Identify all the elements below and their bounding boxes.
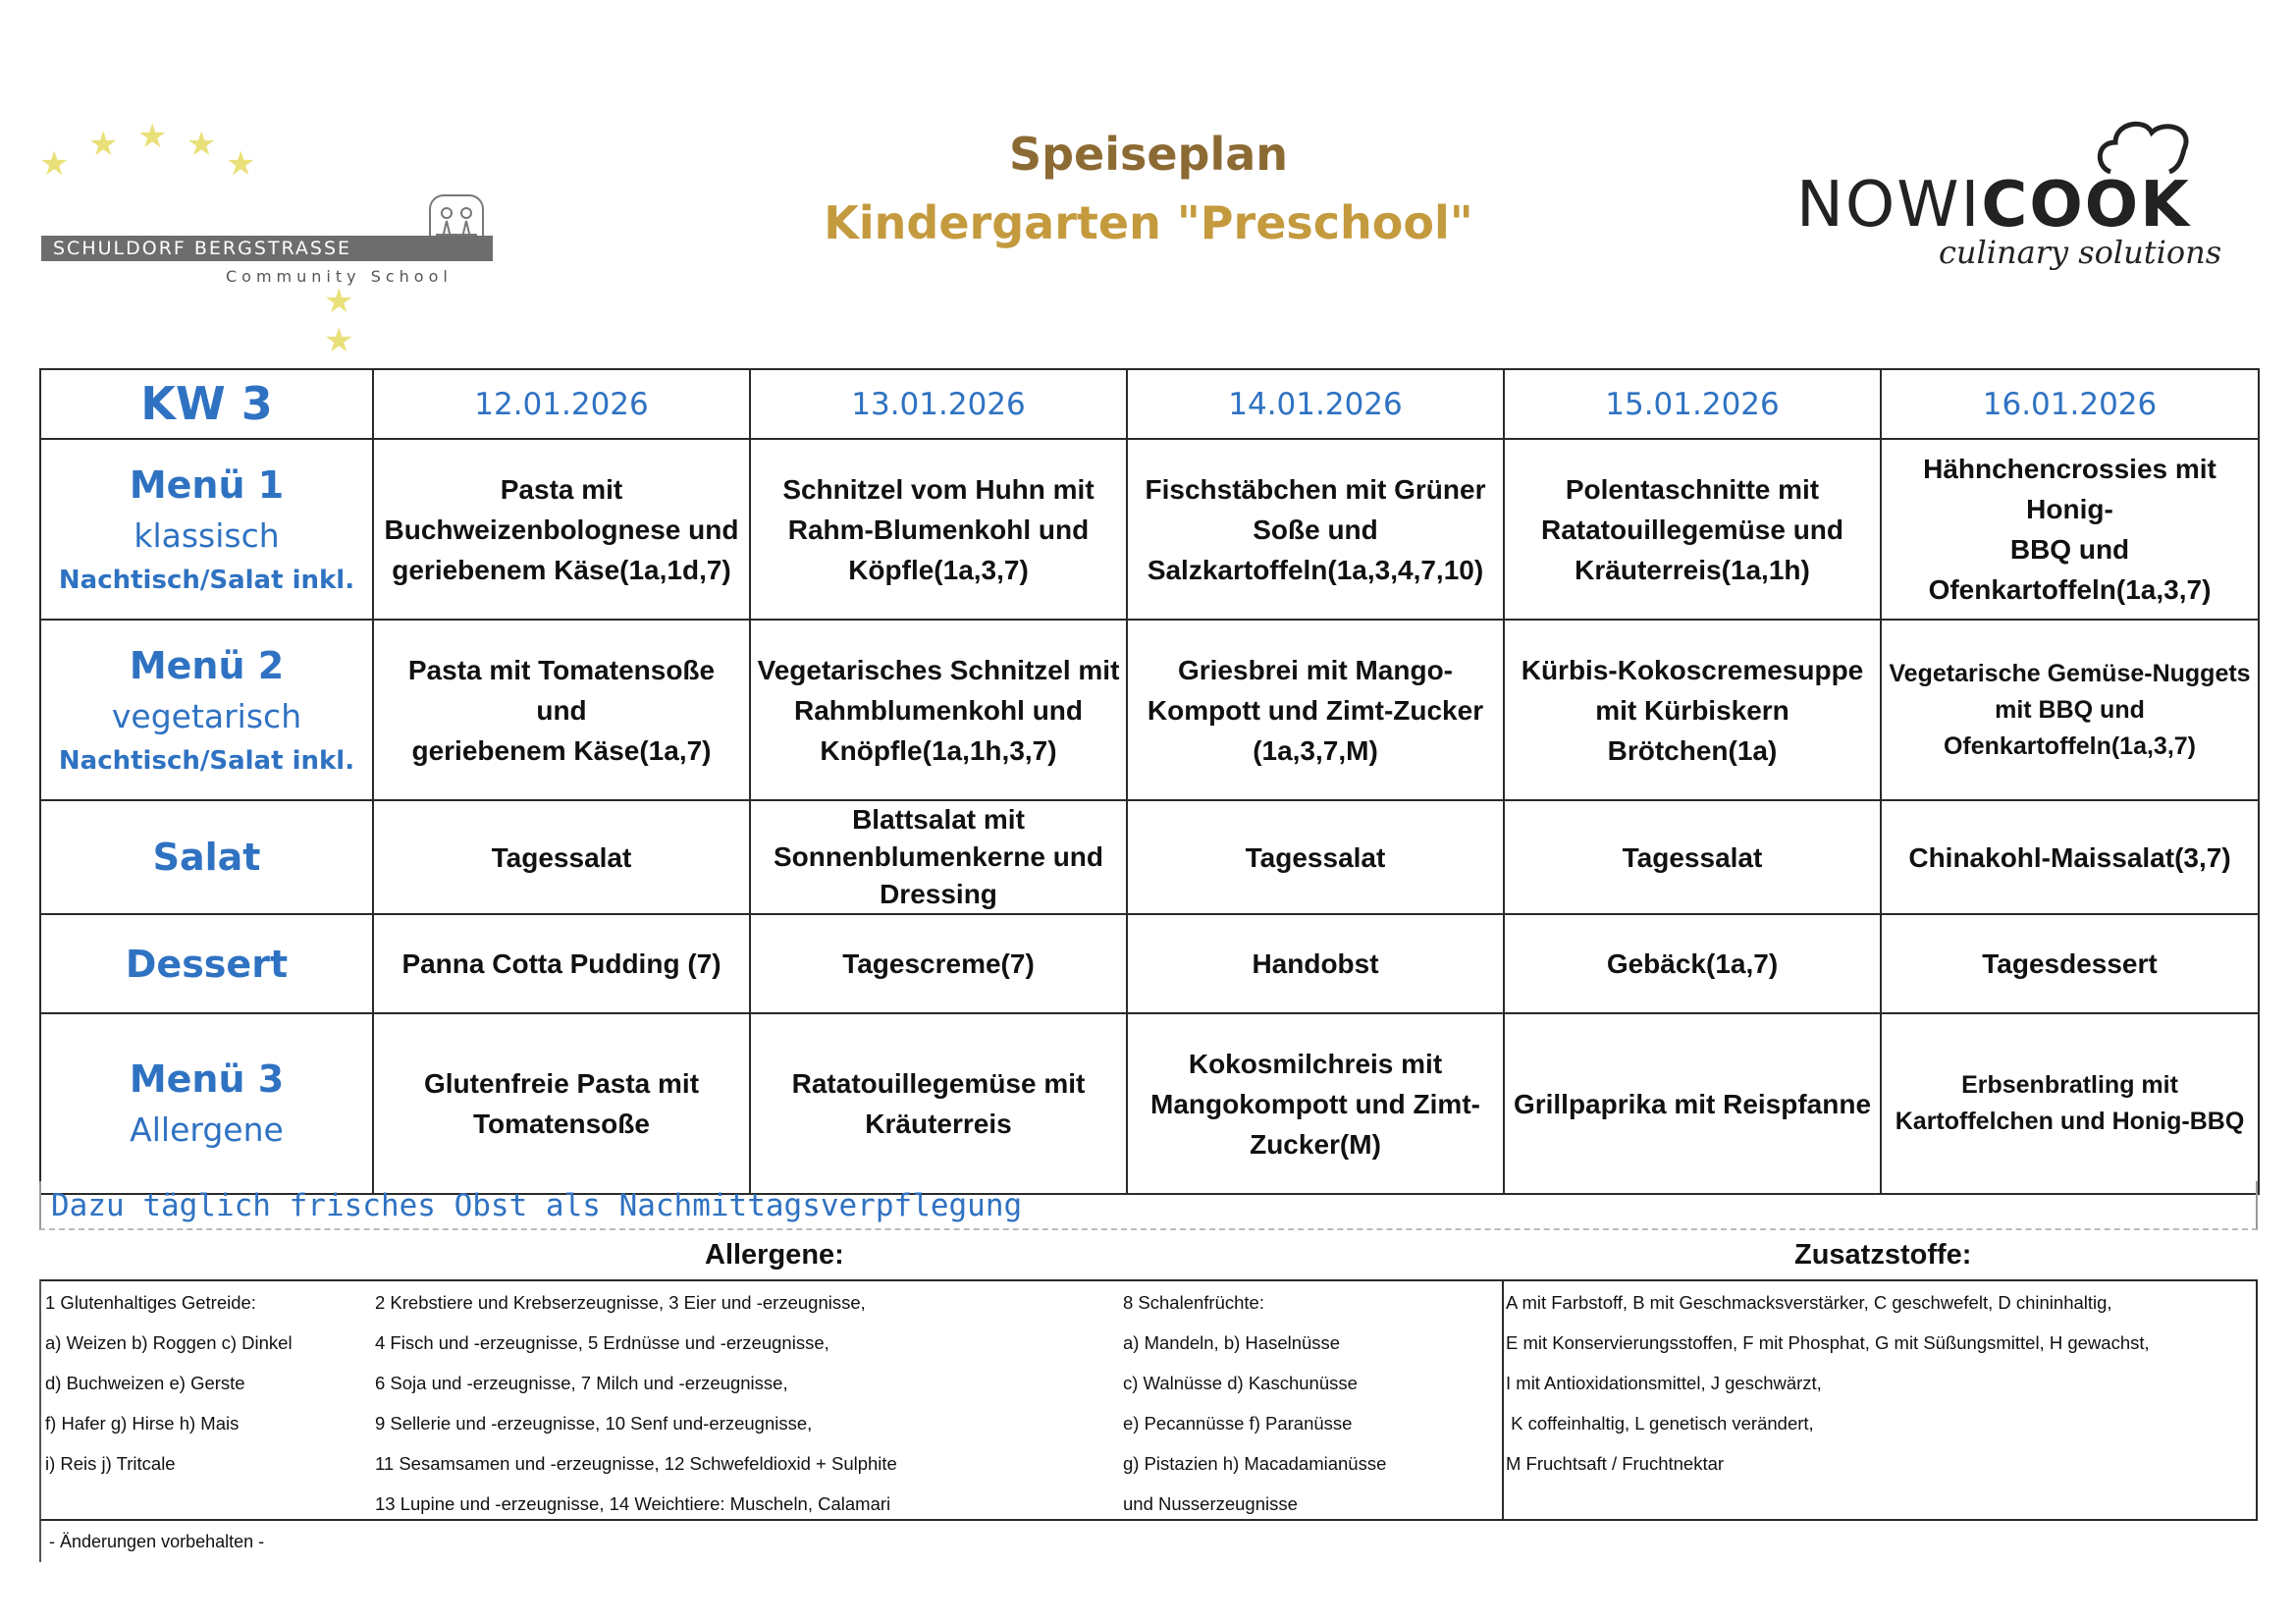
legend-line: c) Walnüsse d) Kaschunüsse [1123,1373,1358,1393]
dish-cell [373,1013,750,1194]
menu-row [40,1013,2259,1194]
dish-cell [1881,620,2259,800]
dish-line: Fischstäbchen mit Grüner [1145,473,1486,505]
page-subtitle: Kindergarten "Preschool" [824,196,1473,249]
legend-line: I mit Antioxidationsmittel, J geschwärzt, [1506,1373,1822,1393]
star-icon: ★ [226,144,256,184]
legend-line: 1 Glutenhaltiges Getreide: [45,1292,256,1313]
legend-divider [1502,1281,1504,1519]
dish-line: Blattsalat mit [852,804,1025,835]
dish-line: Hähnchencrossies mit Honig- [1923,454,2216,524]
row-label [40,800,373,914]
changes-reserved-note: - Änderungen vorbehalten - [39,1521,264,1562]
dish-line: Pasta mit [500,473,623,505]
menu-row [40,620,2259,800]
star-icon: ★ [39,144,70,184]
row-title: Menü 3 [129,1057,285,1101]
date-cell: 14.01.2026 [1127,369,1504,439]
date-cell: 12.01.2026 [373,369,750,439]
dish-cell [750,1013,1127,1194]
legend-line: K coffeinhaltig, L genetisch verändert, [1506,1413,1814,1434]
dish-line: Vegetarisches Schnitzel mit [757,654,1120,685]
allergene-heading: Allergene: [705,1239,844,1271]
dish-line: Tagessalat [1245,841,1386,873]
brand-bold: COOK [1981,169,2191,242]
dish-line: Vegetarische Gemüse-Nuggets [1889,659,2251,687]
caterer-tagline: culinary solutions [1939,234,2222,271]
dish-line: Mangokompott und Zimt- [1150,1088,1480,1119]
dish-cell [1127,620,1504,800]
dish-line: Handobst [1252,948,1379,979]
legend-line: E mit Konservierungsstoffen, F mit Phosphat, G mit Süßungsmittel, H gewachst, [1506,1332,2150,1353]
dish-cell [750,439,1127,620]
dish-line: Chinakohl-Maissalat(3,7) [1908,841,2231,873]
legend-line: 4 Fisch und -erzeugnisse, 5 Erdnüsse und -erzeugnisse, [375,1332,829,1353]
row-title: Menü 2 [129,644,285,687]
date-row [40,369,2259,439]
dish-cell [1881,439,2259,620]
row-note: Nachtisch/Salat inkl. [58,746,355,776]
legend-line: und Nusserzeugnisse [1123,1493,1298,1514]
daily-note: Dazu täglich frisches Obst als Nachmittagsverpflegung [39,1181,2258,1230]
row-title: Dessert [125,942,289,986]
legend-line: i) Reis j) Tritcale [45,1453,176,1474]
dish-line: Panna Cotta Pudding (7) [401,948,721,979]
chef-hat-icon [2091,118,2199,177]
row-subtitle: vegetarisch [111,697,302,735]
legend-line: 2 Krebstiere und Krebserzeugnisse, 3 Eier und -erzeugnisse, [375,1292,866,1313]
menu-row [40,800,2259,914]
zusatzstoffe-heading: Zusatzstoffe: [1794,1239,1972,1271]
dish-line: Schnitzel vom Huhn mit [782,473,1095,505]
dish-line: Tagessalat [1622,841,1763,873]
dish-cell [1127,439,1504,620]
brand-light: NOWI [1796,169,1982,242]
legend-line: f) Hafer g) Hirse h) Mais [45,1413,240,1434]
menu-table [39,368,2260,1195]
dish-line: Ofenkartoffeln(1a,3,7) [1928,574,2212,605]
dish-line: Sonnenblumenkerne und [773,841,1104,872]
legend-column-nuts [1123,1289,1386,1531]
dish-line: Soße und [1253,514,1378,545]
star-icon: ★ [324,282,354,321]
legend-line: M Fruchtsaft / Fruchtnektar [1506,1453,1725,1474]
row-subtitle: klassisch [133,516,280,555]
legend-line: a) Mandeln, b) Haselnüsse [1123,1332,1341,1353]
star-icon: ★ [324,321,354,360]
dish-cell [1504,914,1881,1013]
caterer-brand [1796,169,2191,242]
row-title: Salat [152,836,261,879]
dish-line: Ratatouillegemüse mit [791,1068,1086,1099]
dish-line: Griesbrei mit Mango- [1177,654,1454,685]
row-label [40,1013,373,1194]
dish-line: Ofenkartoffeln(1a,3,7) [1943,731,2196,760]
row-title: Menü 1 [129,463,285,507]
dish-line: Kürbis-Kokoscremesuppe [1521,654,1864,685]
dish-line: Kräuterreis(1a,1h) [1575,554,1810,585]
dish-cell [373,620,750,800]
dish-line: mit BBQ und [1995,695,2145,724]
dish-cell [750,914,1127,1013]
row-label [40,914,373,1013]
dish-line: mit Kürbiskern Brötchen(1a) [1595,694,1789,766]
dish-line: Grillpaprika mit Reispfanne [1513,1088,1872,1119]
legend-line: e) Pecannüsse f) Paranüsse [1123,1413,1353,1434]
dish-line: Tomatensoße [473,1109,650,1139]
dish-line: BBQ und [2009,534,2130,565]
legend-column-additives [1506,1289,2150,1490]
dish-line: Salzkartoffeln(1a,3,4,7,10) [1147,554,1484,585]
dish-line: Ratatouillegemüse und [1540,514,1844,545]
date-cell: 13.01.2026 [750,369,1127,439]
dish-line: Tagescreme(7) [842,948,1035,979]
legend-line: a) Weizen b) Roggen c) Dinkel [45,1332,293,1353]
school-name: SCHULDORF BERGSTRASSE [41,236,493,261]
legend-line: 13 Lupine und -erzeugnisse, 14 Weichtiere: Muscheln, Calamari [375,1493,891,1514]
dish-line: Tagessalat [491,841,632,873]
row-subtitle: Allergene [130,1110,284,1149]
dish-line: (1a,3,7,M) [1253,734,1378,766]
dish-cell [1127,1013,1504,1194]
dish-line: Kompott und Zimt-Zucker [1147,694,1484,726]
page-title: Speiseplan [1008,128,1289,181]
dish-line: Gebäck(1a,7) [1606,948,1779,979]
dish-cell [1881,1013,2259,1194]
dish-cell [373,914,750,1013]
week-label: KW 3 [140,377,273,430]
dish-line: Kartoffelchen und Honig-BBQ [1895,1108,2245,1135]
legend-line: 8 Schalenfrüchte: [1123,1292,1264,1313]
dish-cell [1504,620,1881,800]
school-subtitle: Community School [226,267,453,286]
dish-line: Knöpfle(1a,1h,3,7) [820,734,1057,766]
row-label [40,620,373,800]
dish-cell [1504,1013,1881,1194]
legend-line: d) Buchweizen e) Gerste [45,1373,245,1393]
legend-line: g) Pistazien h) Macadamianüsse [1123,1453,1387,1474]
dish-line: Rahm-Blumenkohl und [787,514,1090,545]
dish-line: Kräuterreis [865,1109,1012,1139]
date-cell: 15.01.2026 [1504,369,1881,439]
dish-cell [1504,439,1881,620]
row-note: Nachtisch/Salat inkl. [58,566,355,595]
legend-line: 11 Sesamsamen und -erzeugnisse, 12 Schwefeldioxid + Sulphite [375,1453,897,1474]
dish-line: Glutenfreie Pasta mit [423,1068,700,1099]
dish-cell [1127,914,1504,1013]
dish-cell [373,800,750,914]
dish-line: Kokosmilchreis mit [1188,1048,1443,1079]
dish-line: Buchweizenbolognese und [384,514,739,545]
dish-cell [1504,800,1881,914]
legend-column-cereals [45,1289,293,1490]
star-icon: ★ [187,125,217,164]
dish-line: geriebenem Käse(1a,7) [411,734,712,766]
dish-cell [750,800,1127,914]
dish-line: Tagesdessert [1982,948,2158,979]
legend-line: A mit Farbstoff, B mit Geschmacksverstärker, C geschwefelt, D chininhaltig, [1506,1292,2112,1313]
star-icon: ★ [88,125,119,164]
dish-cell [373,439,750,620]
dish-line: Pasta mit Tomatensoße und [407,654,716,726]
dish-line: Zucker(M) [1250,1128,1381,1160]
dish-line: Köpfle(1a,3,7) [848,554,1029,585]
dish-cell [1127,800,1504,914]
star-icon: ★ [137,117,168,156]
date-cell: 16.01.2026 [1881,369,2259,439]
dish-line: Polentaschnitte mit [1565,473,1820,505]
caterer-logo [1796,118,2228,275]
legend-line: 6 Soja und -erzeugnisse, 7 Milch und -erzeugnisse, [375,1373,788,1393]
dish-cell [1881,914,2259,1013]
dish-line: Dressing [880,879,997,909]
legend-box [39,1279,2258,1521]
week-label-cell [40,369,373,439]
legend-column-allergens [375,1289,897,1531]
school-logo [29,117,510,360]
row-label [40,439,373,620]
dish-cell [1881,800,2259,914]
dish-line: geriebenem Käse(1a,1d,7) [392,554,731,585]
dish-line: Rahmblumenkohl und [794,694,1083,726]
dish-line: Erbsenbratling mit [1961,1071,2178,1099]
menu-row [40,914,2259,1013]
legend-line: 9 Sellerie und -erzeugnisse, 10 Senf und-erzeugnisse, [375,1413,813,1434]
dish-cell [750,620,1127,800]
menu-row [40,439,2259,620]
